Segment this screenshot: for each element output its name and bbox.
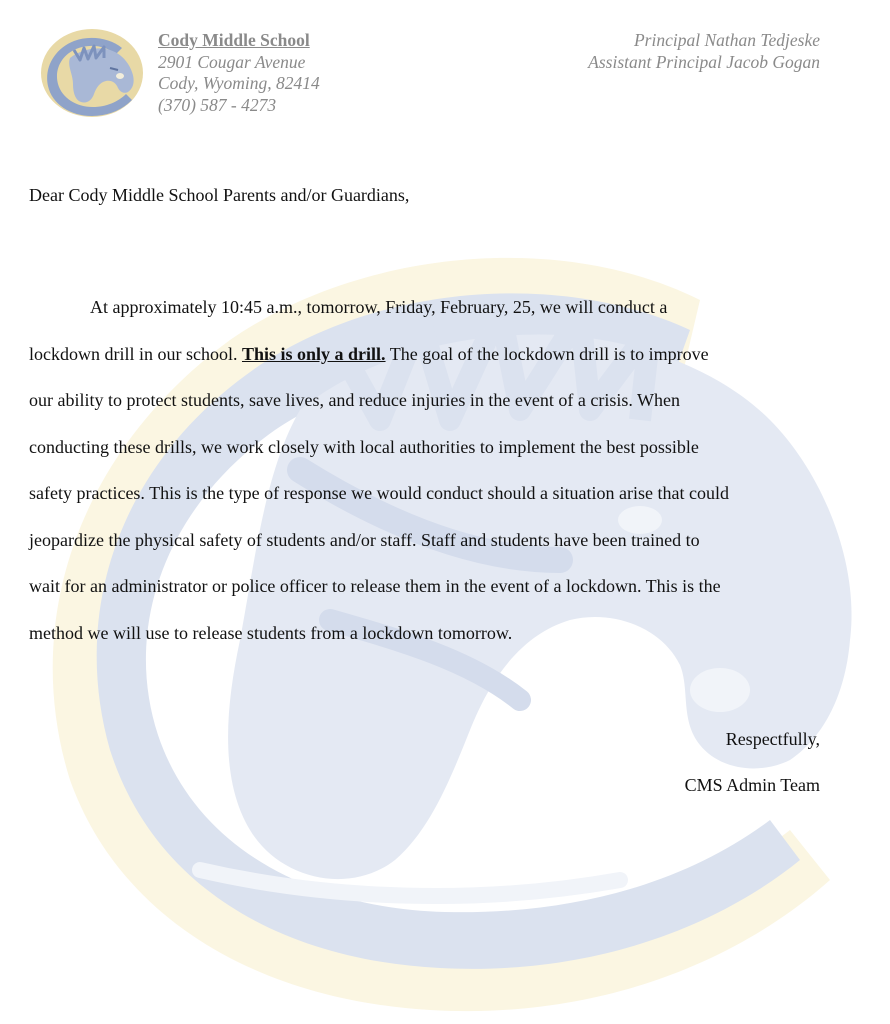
body-line-5: safety practices. This is the type of response we would conduct should a situation arise that could bbox=[29, 483, 729, 503]
school-phone: (370) 587 - 4273 bbox=[158, 94, 277, 115]
signature: CMS Admin Team bbox=[684, 775, 820, 795]
school-address-line1: 2901 Cougar Avenue bbox=[158, 51, 306, 72]
body-line-3: our ability to protect students, save lives, and reduce injuries in the event of a crisis. When bbox=[29, 390, 680, 410]
cougar-c-logo-icon bbox=[40, 28, 144, 118]
school-address-line2: Cody, Wyoming, 82414 bbox=[158, 73, 320, 93]
assistant-principal-name: Assistant Principal Jacob Gogan bbox=[588, 51, 820, 72]
letter-body bbox=[29, 284, 829, 656]
drill-emphasis: This is only a drill. bbox=[241, 343, 386, 364]
principal-name: Principal Nathan Tedjeske bbox=[633, 30, 820, 50]
closing-phrase: Respectfully, bbox=[725, 729, 820, 749]
salutation: Dear Cody Middle School Parents and/or Guardians, bbox=[29, 185, 410, 205]
body-line-2-start: lockdown drill in our school. bbox=[29, 343, 242, 364]
body-line-8: method we will use to release students from a lockdown tomorrow. bbox=[29, 622, 513, 643]
school-info bbox=[158, 30, 320, 116]
body-line-1: At approximately 10:45 a.m., tomorrow, Friday, February, 25, we will conduct a bbox=[90, 297, 668, 317]
school-name: Cody Middle School bbox=[158, 30, 310, 50]
body-line-2-end: The goal of the lockdown drill is to improve bbox=[385, 343, 709, 364]
letter-closing bbox=[685, 716, 820, 808]
body-line-2 bbox=[29, 331, 829, 378]
body-line-4: conducting these drills, we work closely with local authorities to implement the best possible bbox=[29, 436, 699, 457]
administrators bbox=[588, 30, 820, 73]
body-line-7: wait for an administrator or police officer to release them in the event of a lockdown. This is the bbox=[29, 576, 721, 596]
body-line-6: jeopardize the physical safety of students and/or staff. Staff and students have been trained to bbox=[29, 529, 700, 550]
